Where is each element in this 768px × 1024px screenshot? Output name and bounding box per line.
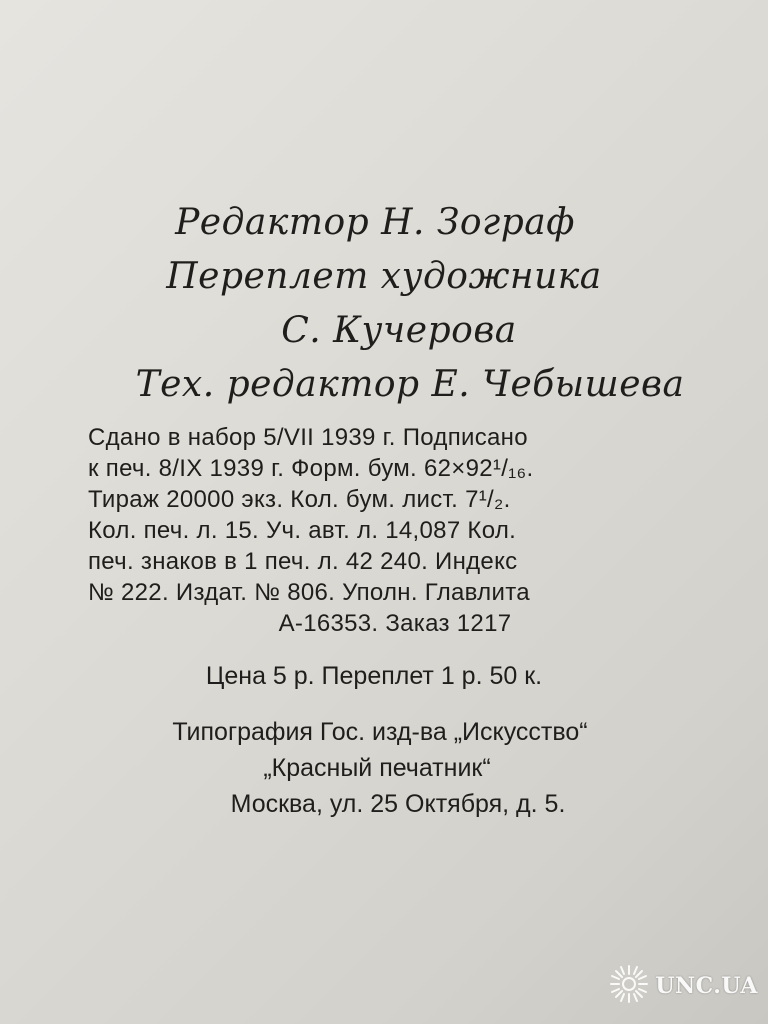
imprint-line: печ. знаков в 1 печ. л. 42 240. Индекс [88, 548, 518, 575]
watermark-text: UNC.UA [655, 973, 758, 999]
imprint-line: Сдано в набор 5/VII 1939 г. Подписано [88, 424, 528, 451]
imprint-line: № 222. Издат. № 806. Уполн. Главлита [88, 579, 530, 606]
imprint-block [88, 422, 702, 639]
watermark [609, 964, 758, 1008]
printer-name: Типография Гос. изд-ва „Искусство“ [172, 718, 588, 746]
printer-address: Москва, ул. 25 Октября, д. 5. [230, 790, 566, 818]
printer-block [0, 714, 768, 822]
sunburst-icon [609, 964, 649, 1008]
printer-subname: „Красный печатник“ [263, 754, 491, 782]
binding-artist-name: С. Кучерова [281, 310, 517, 351]
tech-editor-credit: Тех. редактор Е. Чебышева [135, 364, 685, 405]
binding-artist-label: Переплет художника [166, 256, 602, 297]
price-line: Цена 5 р. Переплет 1 р. 50 к. [205, 662, 543, 690]
imprint-line: Тираж 20000 экз. Кол. бум. лист. 7¹/₂. [88, 486, 511, 513]
imprint-line: А-16353. Заказ 1217 [278, 610, 512, 637]
imprint-line: Кол. печ. л. 15. Уч. авт. л. 14,087 Кол. [88, 517, 517, 544]
imprint-line: к печ. 8/IX 1939 г. Форм. бум. 62×92¹/₁₆. [88, 455, 534, 482]
credits-block [0, 196, 768, 412]
editor-credit: Редактор Н. Зограф [175, 202, 575, 243]
